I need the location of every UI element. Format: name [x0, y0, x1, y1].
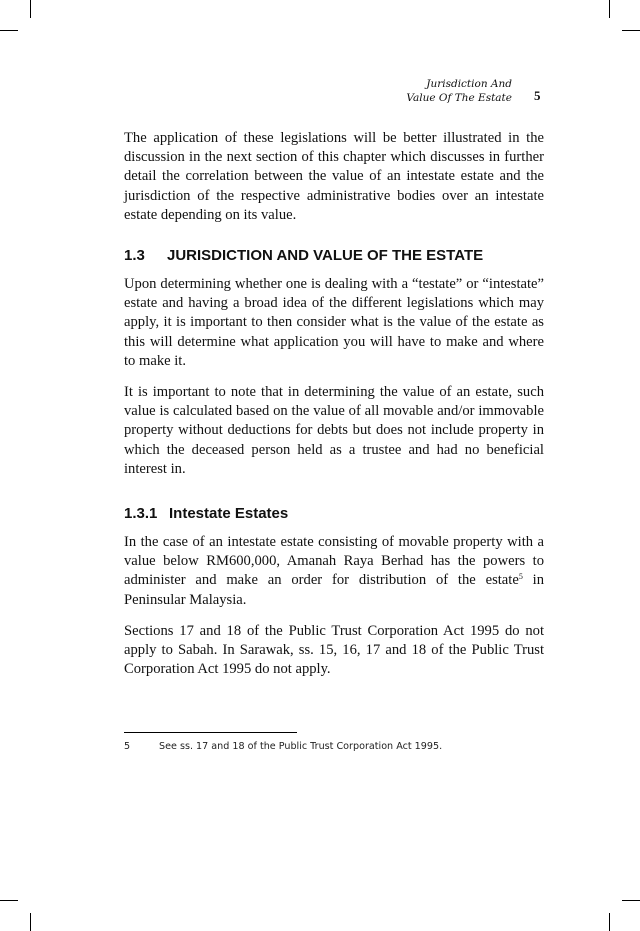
section-1-3-1-paragraph-1	[124, 533, 544, 610]
section-1-3-1-paragraph-2: Sections 17 and 18 of the Public Trust Corporation Act 1995 do not apply to Sabah. In Sarawak, ss. 15, 16, 17 and 18 of the Public Trust Corporation Act 1995 do not apply.	[124, 622, 544, 678]
section-1-3-paragraph-1: Upon determining whether one is dealing with a “testate” or “intestate” estate and having a broad idea of the different legislations which may apply, it is important to then consider what is the value of the estate as this will determine what application you will have to make and where to make it.	[124, 276, 544, 369]
section-heading-1-3	[124, 247, 544, 265]
subsection-title: Intestate Estates	[169, 505, 289, 523]
subsection-number: 1.3.1	[124, 505, 158, 523]
footnote-text: See ss. 17 and 18 of the Public Trust Corporation Act 1995.	[159, 741, 443, 752]
footnote-separator	[124, 732, 297, 733]
paragraph-text: In the case of an intestate estate consisting of movable property with a value below RM600,000, Amanah Raya Berhad has the powers to administer and make an order for distribution of the estate	[124, 534, 544, 589]
running-head-line-1: Jurisdiction And	[426, 78, 512, 90]
section-number: 1.3	[124, 247, 145, 265]
crop-mark-bottom-right-horizontal	[622, 900, 640, 901]
footnote-number: 5	[124, 741, 131, 752]
crop-mark-bottom-left-horizontal	[0, 900, 18, 901]
running-head	[406, 77, 512, 105]
crop-mark-top-right-horizontal	[622, 30, 640, 31]
page-body	[124, 129, 544, 691]
section-1-3-paragraph-2: It is important to note that in determining the value of an estate, such value is calculated based on the value of all movable and/or immovable property without deductions for debts but does not include property in which the deceased person held as a trustee and had no beneficial interest in.	[124, 384, 544, 477]
intro-paragraph: The application of these legislations will be better illustrated in the discussion in the next section of this chapter which discusses in further detail the correlation between the value of an intestate estate and the jurisdiction of the respective administrative bodies over an intestate estate depending on its value.	[124, 130, 544, 223]
crop-mark-top-right-vertical	[609, 0, 610, 18]
crop-mark-top-left-horizontal	[0, 30, 18, 31]
footnote	[124, 741, 544, 752]
crop-mark-bottom-left-vertical	[30, 913, 31, 931]
footnote-reference[interactable]: 5	[518, 572, 523, 582]
crop-mark-bottom-right-vertical	[609, 913, 610, 931]
running-head-line-2: Value Of The Estate	[406, 92, 512, 104]
section-title: JURISDICTION AND VALUE OF THE ESTATE	[167, 247, 484, 265]
paragraph-text-continued: in Peninsular Malaysia.	[124, 572, 545, 608]
crop-mark-top-left-vertical	[30, 0, 31, 18]
page-number: 5	[534, 88, 541, 103]
section-heading-1-3-1	[124, 505, 544, 523]
